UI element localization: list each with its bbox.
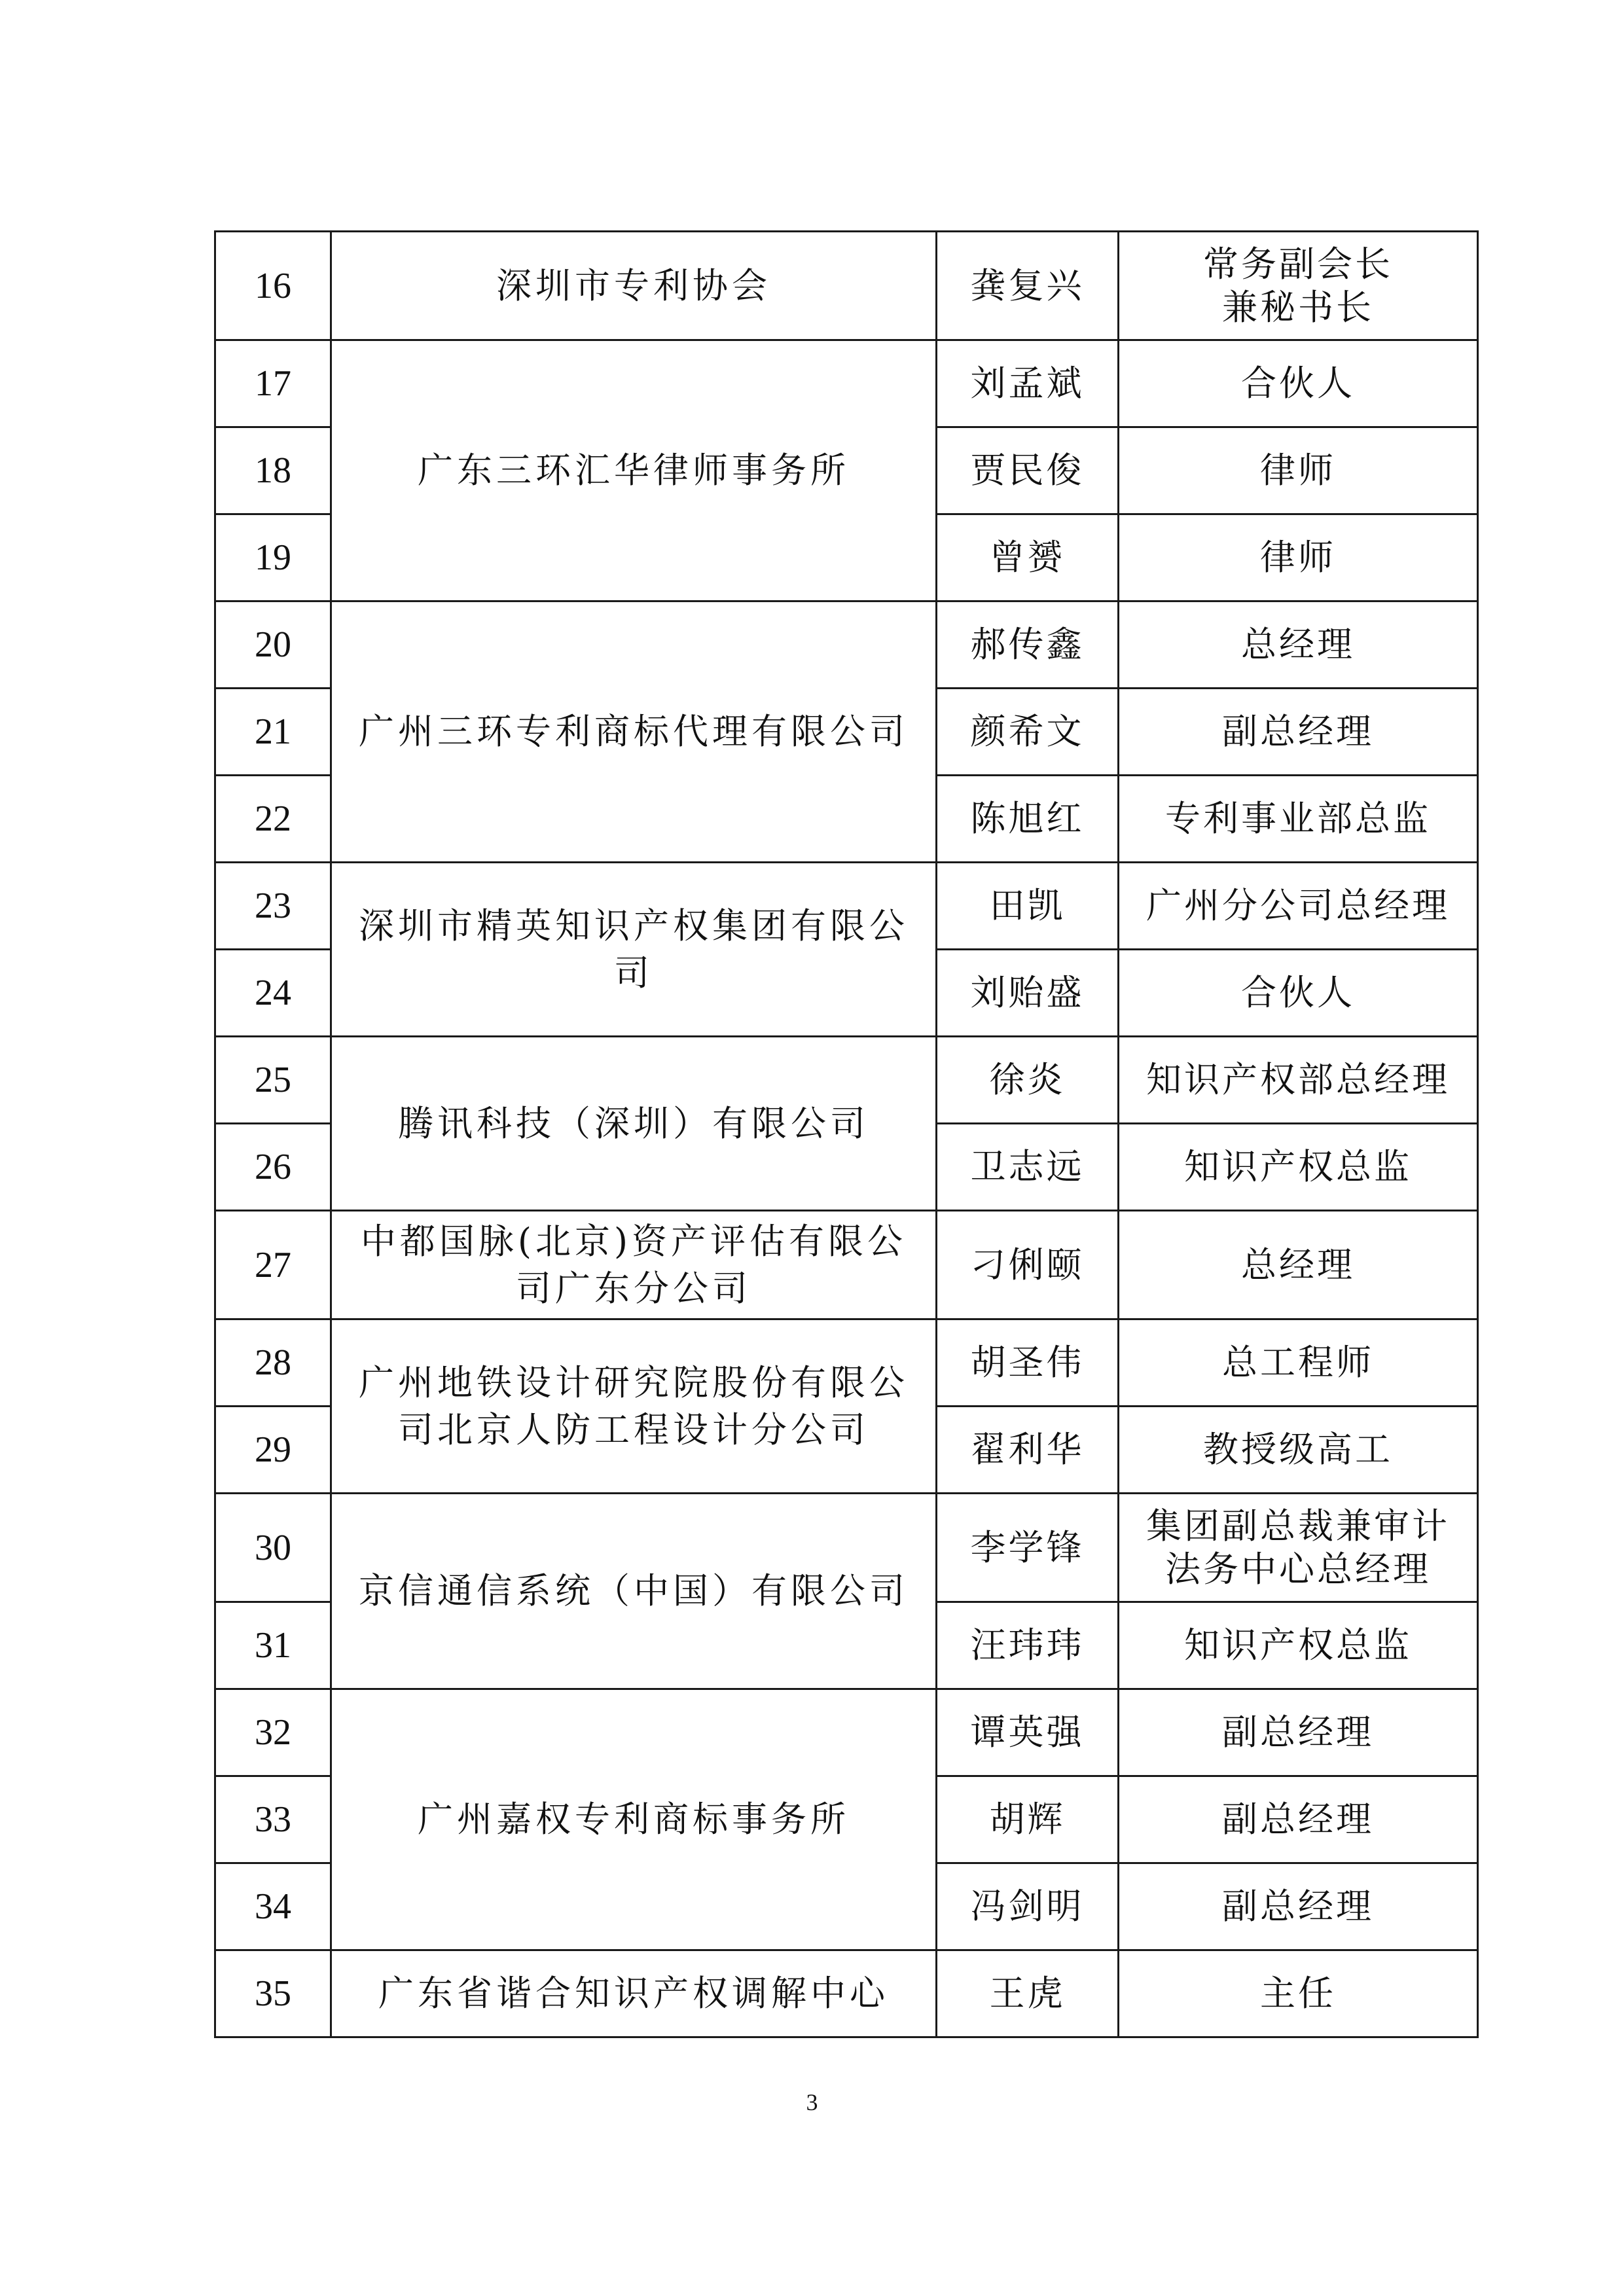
organization-cell: 广州三环专利商标代理有限公司: [331, 601, 937, 863]
person-name: 刘贻盛: [937, 950, 1119, 1037]
person-name: 冯剑明: [937, 1863, 1119, 1950]
person-name: 谭英强: [937, 1689, 1119, 1776]
job-title: 集团副总裁兼审计 法务中心总经理: [1119, 1494, 1478, 1602]
table-row: [215, 232, 1478, 340]
organization-cell: 广东三环汇华律师事务所: [331, 340, 937, 601]
row-number: 31: [215, 1602, 331, 1689]
job-title: 律师: [1119, 514, 1478, 601]
person-name: 刁俐颐: [937, 1211, 1119, 1319]
row-number: 23: [215, 863, 331, 950]
organization-cell: 深圳市专利协会: [331, 232, 937, 340]
table-row: [215, 340, 1478, 427]
organization-cell: 京信通信系统（中国）有限公司: [331, 1494, 937, 1689]
job-title: 总经理: [1119, 601, 1478, 689]
job-title: 总工程师: [1119, 1319, 1478, 1407]
participant-table: [214, 230, 1479, 2038]
job-title: 总经理: [1119, 1211, 1478, 1319]
organization-cell: 深圳市精英知识产权集团有限公 司: [331, 863, 937, 1037]
row-number: 28: [215, 1319, 331, 1407]
table-row: [215, 1494, 1478, 1602]
person-name: 曾赟: [937, 514, 1119, 601]
row-number: 22: [215, 776, 331, 863]
person-name: 陈旭红: [937, 776, 1119, 863]
person-name: 卫志远: [937, 1124, 1119, 1211]
table-row: [215, 1037, 1478, 1124]
row-number: 29: [215, 1407, 331, 1494]
row-number: 35: [215, 1950, 331, 2037]
person-name: 徐炎: [937, 1037, 1119, 1124]
job-title: 副总经理: [1119, 689, 1478, 776]
job-title: 主任: [1119, 1950, 1478, 2037]
table-row: [215, 863, 1478, 950]
row-number: 30: [215, 1494, 331, 1602]
table-row: [215, 1689, 1478, 1776]
person-name: 郝传鑫: [937, 601, 1119, 689]
row-number: 33: [215, 1776, 331, 1863]
person-name: 李学锋: [937, 1494, 1119, 1602]
job-title: 专利事业部总监: [1119, 776, 1478, 863]
organization-cell: 腾讯科技（深圳）有限公司: [331, 1037, 937, 1211]
job-title: 知识产权部总经理: [1119, 1037, 1478, 1124]
job-title: 副总经理: [1119, 1863, 1478, 1950]
person-name: 刘孟斌: [937, 340, 1119, 427]
organization-cell: 广东省谐合知识产权调解中心: [331, 1950, 937, 2037]
table-body: [215, 232, 1478, 2037]
table-row: [215, 1211, 1478, 1319]
job-title: 副总经理: [1119, 1776, 1478, 1863]
person-name: 胡辉: [937, 1776, 1119, 1863]
job-title: 教授级高工: [1119, 1407, 1478, 1494]
row-number: 17: [215, 340, 331, 427]
job-title: 律师: [1119, 427, 1478, 514]
job-title: 合伙人: [1119, 950, 1478, 1037]
row-number: 34: [215, 1863, 331, 1950]
person-name: 胡圣伟: [937, 1319, 1119, 1407]
person-name: 汪玮玮: [937, 1602, 1119, 1689]
row-number: 32: [215, 1689, 331, 1776]
row-number: 19: [215, 514, 331, 601]
job-title: 常务副会长 兼秘书长: [1119, 232, 1478, 340]
organization-cell: 广州地铁设计研究院股份有限公 司北京人防工程设计分公司: [331, 1319, 937, 1494]
row-number: 16: [215, 232, 331, 340]
row-number: 18: [215, 427, 331, 514]
job-title: 广州分公司总经理: [1119, 863, 1478, 950]
person-name: 翟利华: [937, 1407, 1119, 1494]
job-title: 副总经理: [1119, 1689, 1478, 1776]
job-title: 知识产权总监: [1119, 1602, 1478, 1689]
row-number: 21: [215, 689, 331, 776]
row-number: 25: [215, 1037, 331, 1124]
row-number: 26: [215, 1124, 331, 1211]
person-name: 龚复兴: [937, 232, 1119, 340]
person-name: 颜希文: [937, 689, 1119, 776]
table-row: [215, 1319, 1478, 1407]
job-title: 合伙人: [1119, 340, 1478, 427]
organization-cell: 中都国脉(北京)资产评估有限公 司广东分公司: [331, 1211, 937, 1319]
row-number: 20: [215, 601, 331, 689]
organization-cell: 广州嘉权专利商标事务所: [331, 1689, 937, 1950]
person-name: 王虎: [937, 1950, 1119, 2037]
page-number: 3: [806, 2089, 818, 2115]
person-name: 贾民俊: [937, 427, 1119, 514]
job-title: 知识产权总监: [1119, 1124, 1478, 1211]
table-row: [215, 601, 1478, 689]
person-name: 田凯: [937, 863, 1119, 950]
row-number: 27: [215, 1211, 331, 1319]
table-row: [215, 1950, 1478, 2037]
row-number: 24: [215, 950, 331, 1037]
